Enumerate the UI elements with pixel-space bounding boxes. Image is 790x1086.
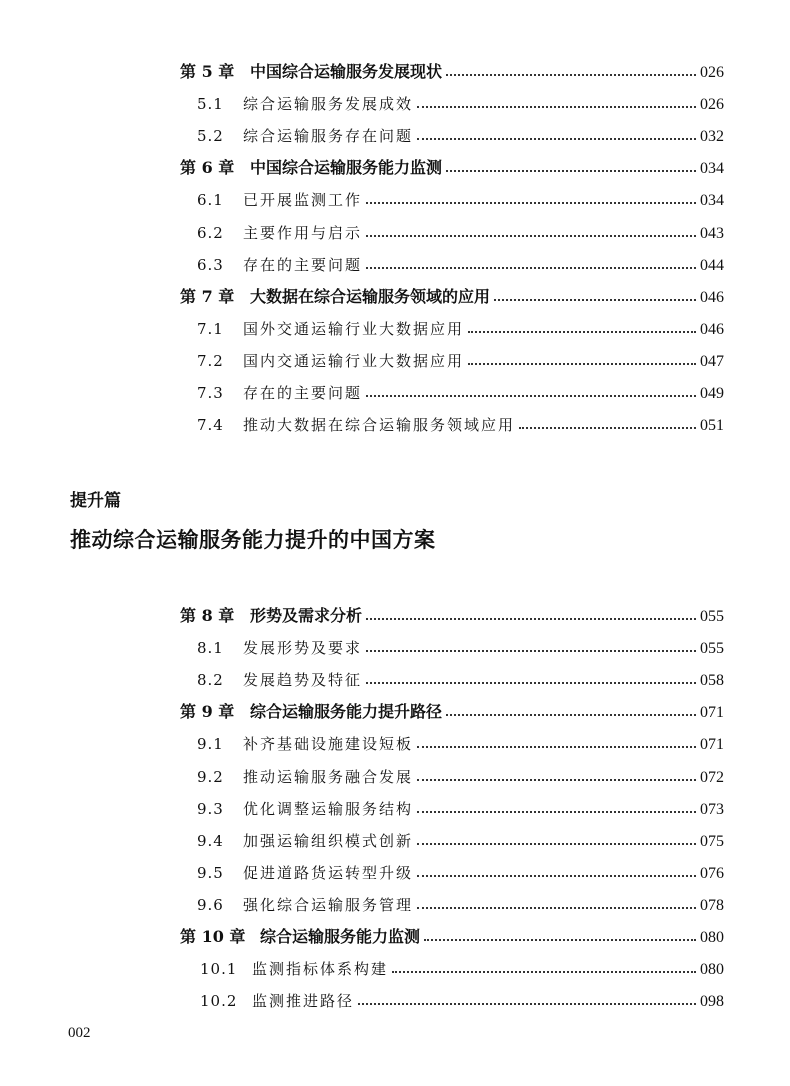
toc-entry-title: 综合运输服务发展成效	[243, 95, 414, 114]
toc-entry-number: 9.1	[197, 735, 224, 754]
toc-entry-title: 发展形势及要求	[243, 639, 363, 658]
toc-entry-number: 9.5	[197, 863, 224, 882]
dot-leader	[468, 363, 696, 365]
dot-leader	[446, 714, 696, 716]
toc-entry-page: 075	[700, 832, 724, 850]
toc-section-entry[interactable]	[197, 861, 724, 885]
dot-leader	[417, 907, 696, 909]
dot-leader	[392, 971, 696, 973]
dot-leader	[366, 202, 696, 204]
toc-entry-number: 第 10 章	[180, 927, 246, 946]
toc-entry-number: 第 9 章	[180, 702, 235, 722]
toc-entry-page: 047	[700, 352, 724, 370]
toc-entry-number: 5.2	[197, 127, 224, 146]
toc-entry-number: 第 6 章	[180, 158, 235, 178]
toc-entry-page: 080	[700, 929, 724, 946]
toc-entry-title: 国内交通运输行业大数据应用	[243, 351, 465, 370]
toc-entry-page: 032	[700, 128, 724, 146]
toc-entry-number: 10.1	[200, 960, 238, 979]
toc-entry-page: 043	[700, 224, 724, 242]
toc-section-entry[interactable]	[197, 636, 724, 660]
toc-section-entry[interactable]	[197, 124, 724, 148]
toc-entry-page: 058	[700, 672, 724, 690]
dot-leader	[417, 779, 696, 781]
toc-entry-title: 补齐基础设施建设短板	[243, 735, 414, 754]
toc-entry-number: 9.3	[197, 799, 224, 818]
dot-leader	[417, 746, 696, 748]
toc-chapter-entry[interactable]	[180, 925, 724, 949]
toc-entry-number: 8.1	[197, 639, 224, 658]
toc-entry-title: 已开展监测工作	[243, 191, 363, 210]
toc-entry-title: 形势及需求分析	[250, 606, 363, 625]
dot-leader	[417, 106, 696, 108]
dot-leader	[468, 331, 696, 333]
dot-leader	[366, 650, 696, 652]
toc-chapter-entry[interactable]	[180, 60, 724, 84]
toc-entry-number: 第 7 章	[180, 286, 235, 306]
toc-entry-number: 7.1	[197, 319, 224, 338]
dot-leader	[494, 299, 696, 301]
dot-leader	[417, 138, 696, 140]
page-number: 002	[68, 1025, 91, 1041]
toc-entry-number: 7.2	[197, 351, 224, 370]
dot-leader	[366, 618, 696, 620]
toc-entry-page: 046	[700, 288, 724, 306]
dot-leader	[417, 811, 696, 813]
toc-entry-number: 7.4	[197, 416, 224, 435]
toc-entry-number: 6.1	[197, 191, 224, 210]
toc-chapter-entry[interactable]	[180, 604, 724, 628]
toc-entry-title: 加强运输组织模式创新	[243, 831, 414, 850]
toc-section-entry[interactable]	[197, 668, 724, 692]
toc-entry-number: 7.3	[197, 384, 224, 402]
toc-entry-number: 9.2	[197, 767, 224, 786]
toc-entry-number: 第 8 章	[180, 606, 235, 625]
toc-entry-page: 026	[700, 64, 724, 81]
toc-entry-title: 监测推进路径	[252, 992, 355, 1011]
toc-entry-number: 10.2	[200, 992, 238, 1011]
dot-leader	[358, 1003, 696, 1005]
toc-entry-title: 优化调整运输服务结构	[243, 799, 414, 818]
toc-entry-title: 国外交通运输行业大数据应用	[243, 319, 465, 338]
dot-leader	[417, 843, 696, 845]
toc-entry-page: 034	[700, 160, 724, 178]
toc-entry-title: 综合运输服务存在问题	[243, 127, 414, 146]
toc-entry-page: 071	[700, 736, 724, 754]
toc-section-entry[interactable]	[200, 957, 724, 981]
toc-entry-title: 大数据在综合运输服务领域的应用	[250, 286, 491, 306]
dot-leader	[417, 875, 696, 877]
toc-entry-number: 8.2	[197, 671, 224, 690]
dot-leader	[446, 74, 696, 76]
toc-section-entry[interactable]	[200, 989, 724, 1013]
toc-entry-page: 073	[700, 800, 724, 818]
dot-leader	[446, 170, 696, 172]
toc-entry-title: 存在的主要问题	[243, 255, 363, 274]
part-title: 推动综合运输服务能力提升的中国方案	[70, 527, 436, 552]
toc-entry-page: 055	[700, 608, 724, 625]
toc-entry-number: 6.3	[197, 255, 224, 274]
toc-section-entry[interactable]	[197, 765, 724, 789]
toc-section-entry[interactable]	[197, 188, 724, 212]
dot-leader	[366, 395, 696, 397]
toc-entry-page: 049	[700, 385, 724, 402]
toc-section-entry[interactable]	[197, 349, 724, 373]
toc-entry-page: 071	[700, 704, 724, 722]
toc-section-entry[interactable]	[197, 829, 724, 853]
toc-entry-number: 第 5 章	[180, 62, 235, 81]
toc-entry-number: 6.2	[197, 223, 224, 242]
toc-entry-title: 中国综合运输服务能力监测	[250, 158, 443, 178]
toc-section-entry[interactable]	[197, 317, 724, 341]
toc-entry-page: 051	[700, 417, 724, 435]
toc-entry-page: 046	[700, 320, 724, 338]
toc-section-entry[interactable]	[197, 893, 724, 917]
dot-leader	[424, 939, 696, 941]
toc-chapter-entry[interactable]	[180, 156, 724, 180]
toc-section-entry[interactable]	[197, 797, 724, 821]
part-label: 提升篇	[70, 491, 121, 511]
toc-entry-number: 9.4	[197, 831, 224, 850]
toc-entry-page: 026	[700, 96, 724, 114]
toc-entry-page: 055	[700, 640, 724, 658]
toc-entry-title: 促进道路货运转型升级	[243, 863, 414, 882]
toc-entry-title: 强化综合运输服务管理	[243, 895, 414, 914]
toc-section-entry[interactable]	[197, 253, 724, 277]
toc-entry-page: 098	[700, 993, 724, 1011]
dot-leader	[366, 682, 696, 684]
toc-entry-title: 综合运输服务能力提升路径	[250, 702, 443, 722]
toc-section-entry[interactable]	[197, 732, 724, 756]
toc-entry-page: 044	[700, 256, 724, 274]
toc-entry-number: 9.6	[197, 895, 224, 914]
toc-section-entry[interactable]	[197, 92, 724, 116]
toc-entry-title: 主要作用与启示	[243, 223, 363, 242]
toc-chapter-entry[interactable]	[180, 700, 724, 724]
toc-entry-number: 5.1	[197, 95, 224, 114]
dot-leader	[366, 235, 696, 237]
toc-entry-page: 076	[700, 864, 724, 882]
toc-entry-title: 推动大数据在综合运输服务领域应用	[243, 416, 516, 435]
toc-entry-title: 中国综合运输服务发展现状	[250, 62, 443, 81]
toc-entry-title: 综合运输服务能力监测	[260, 927, 421, 946]
toc-entry-page: 080	[700, 961, 724, 979]
toc-entry-page: 034	[700, 192, 724, 210]
toc-section-entry[interactable]	[197, 221, 724, 245]
dot-leader	[366, 267, 696, 269]
toc-entry-title: 发展趋势及特征	[243, 671, 363, 690]
toc-entry-page: 072	[700, 768, 724, 786]
toc-entry-title: 存在的主要问题	[243, 384, 363, 402]
toc-entry-page: 078	[700, 896, 724, 914]
toc-entry-title: 推动运输服务融合发展	[243, 767, 414, 786]
toc-section-entry[interactable]	[197, 381, 724, 405]
toc-chapter-entry[interactable]	[180, 285, 724, 309]
toc-entry-title: 监测指标体系构建	[252, 960, 389, 979]
dot-leader	[519, 427, 696, 429]
toc-section-entry[interactable]	[197, 413, 724, 437]
